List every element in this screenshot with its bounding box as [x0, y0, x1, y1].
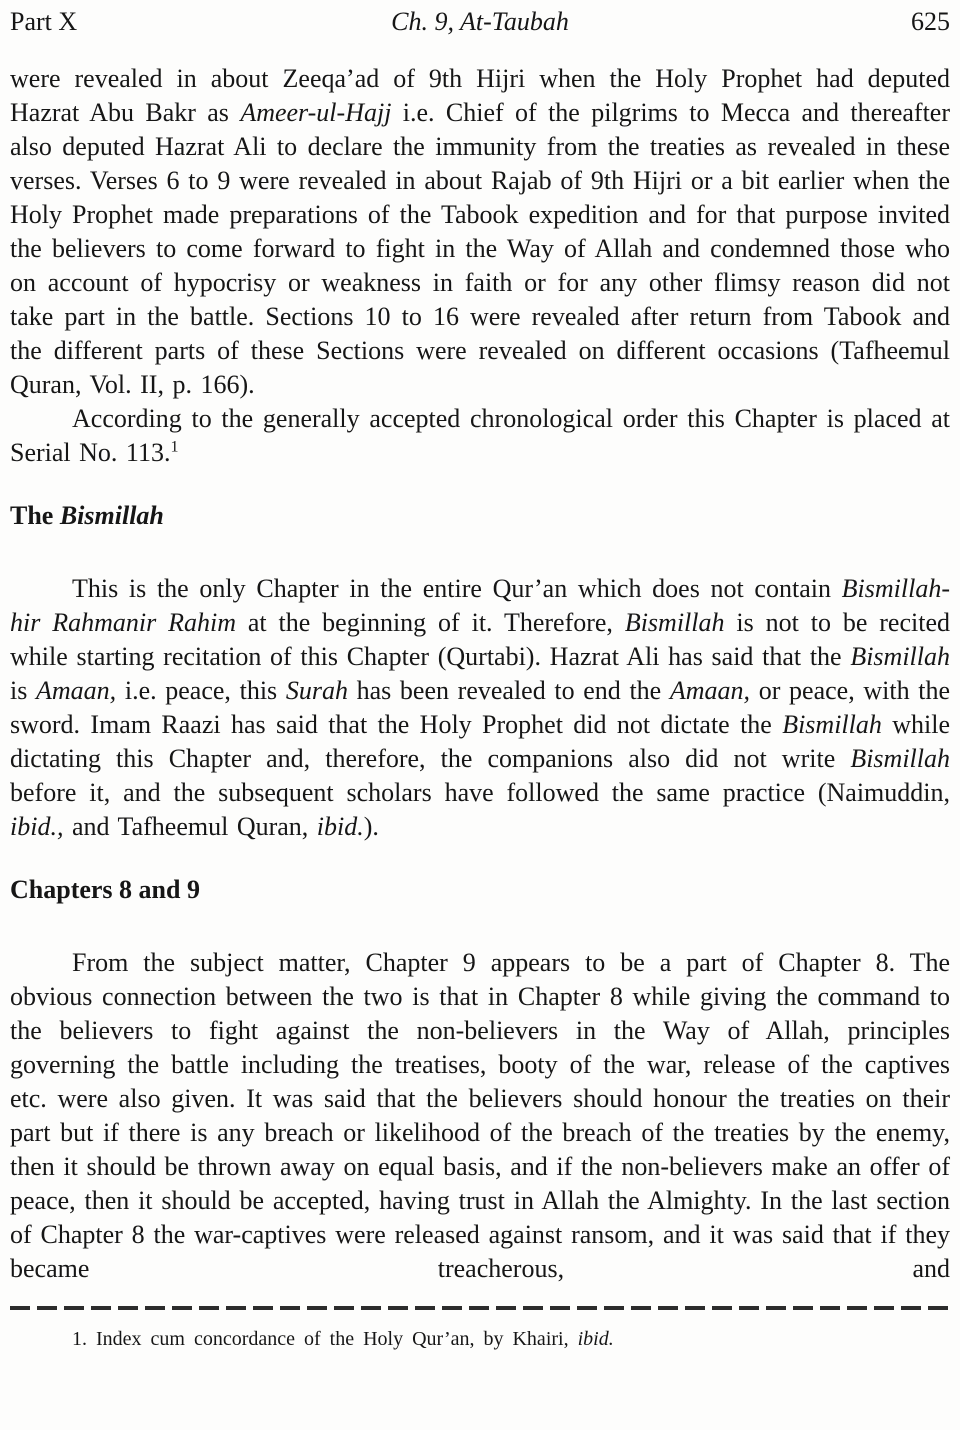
- chapter-title: Ch. 9, At-Taubah: [391, 7, 569, 36]
- section-heading: [10, 500, 950, 532]
- text-run: ibid.,: [10, 812, 64, 841]
- paragraph: [10, 572, 950, 844]
- paragraph: [10, 946, 950, 1286]
- text-run: or peace, with the sword. Imam Raazi has said that the Holy Prophet did not dictate the: [10, 676, 951, 739]
- text-run: ibid.: [316, 812, 364, 841]
- text-run: at the beginning of it. Therefore,: [236, 608, 625, 637]
- text-run: and Tafheemul Quran,: [63, 812, 317, 841]
- text-run: before it, and the subsequent scholars have followed the same practice (Naimuddin,: [10, 778, 950, 807]
- text-run: The: [10, 501, 60, 530]
- footnote-separator: [10, 1306, 950, 1310]
- text-run: Amaan,: [36, 676, 117, 705]
- text-run: Bismillah: [624, 608, 725, 637]
- text-run: Chapters 8 and 9: [10, 875, 200, 904]
- text-run: has been revealed to end the: [347, 676, 670, 705]
- text-run: According to the generally accepted chronological order this Chapter is placed at Serial No. 113.: [10, 404, 950, 467]
- text-run: Bismillah: [850, 744, 950, 773]
- footnote-marker: 1: [170, 438, 179, 456]
- page-body: [10, 62, 950, 1286]
- text-run: Amaan,: [669, 676, 751, 705]
- text-run: is not to be recited while starting recitation of this Chapter (Qurtabi). Hazrat Ali has said that the: [10, 608, 950, 671]
- text-run: ibid.: [577, 1328, 614, 1350]
- footnote-text: [10, 1326, 950, 1352]
- text-run: Ameer-ul-Hajj: [240, 98, 392, 127]
- part-label: Part X: [10, 7, 78, 36]
- text-run: ).: [363, 812, 379, 841]
- text-run: Surah: [285, 676, 348, 705]
- text-run: 1. Index cum concordance of the Holy Qur’an, by Khairi,: [72, 1328, 578, 1350]
- text-run: Bismillah: [59, 501, 164, 530]
- text-run: Bismillah-hir Rahmanir Rahim: [10, 574, 950, 637]
- page-number: 625: [911, 7, 950, 36]
- text-run: This is the only Chapter in the entire Qur’an which does not contain: [72, 574, 842, 603]
- text-run: Bismillah: [782, 710, 882, 739]
- section-heading: [10, 874, 950, 906]
- text-run: while dictating this Chapter and, therefore, the companions also did not write: [10, 710, 950, 773]
- text-run: i.e. peace, this: [116, 676, 286, 705]
- text-run: Bismillah: [850, 642, 950, 671]
- text-run: is: [10, 676, 37, 705]
- text-run: i.e. Chief of the pilgrims to Mecca and thereafter also deputed Hazrat Ali to declare the immunity from the treaties as revealed in these verses. Verses 6 to 9 were revealed in about Rajab of 9th Hijri or a bit earlier when the Holy Prophet made preparations of the Tabook expedition and for that purpose invited the believers to come forward to fight in the Way of Allah and condemned those who on account of hypocrisy or weakness in faith or for any other flimsy reason did not take part in the battle. Sections 10 to 16 were revealed after return from Tabook and the different parts of these Sections were revealed on different occasions (Tafheemul Quran, Vol. II, p. 166).: [10, 98, 950, 399]
- paragraph: [10, 62, 950, 402]
- page-header: [10, 6, 950, 38]
- text-run: were revealed in about Zeeqa’ad of 9th Hijri when the Holy Prophet had deputed Hazrat Abu Bakr as: [10, 64, 950, 127]
- paragraph: [10, 402, 950, 470]
- text-run: From the subject matter, Chapter 9 appears to be a part of Chapter 8. The obvious connection between the two is that in Chapter 8 while giving the command to the believers to fight against the non-believers in the Way of Allah, principles governing the battle including the treatises, booty of the war, release of the captives etc. were also given. It was said that the believers should honour the treaties on their part but if there is any breach or likelihood of the breach of the treaties by the enemy, then it should be thrown away on equal basis, and if the non-believers make an offer of peace, then it should be accepted, having trust in Allah the Almighty. In the last section of Chapter 8 the war-captives were released against ransom, and it was said that if they became treacherous, and: [10, 948, 950, 1283]
